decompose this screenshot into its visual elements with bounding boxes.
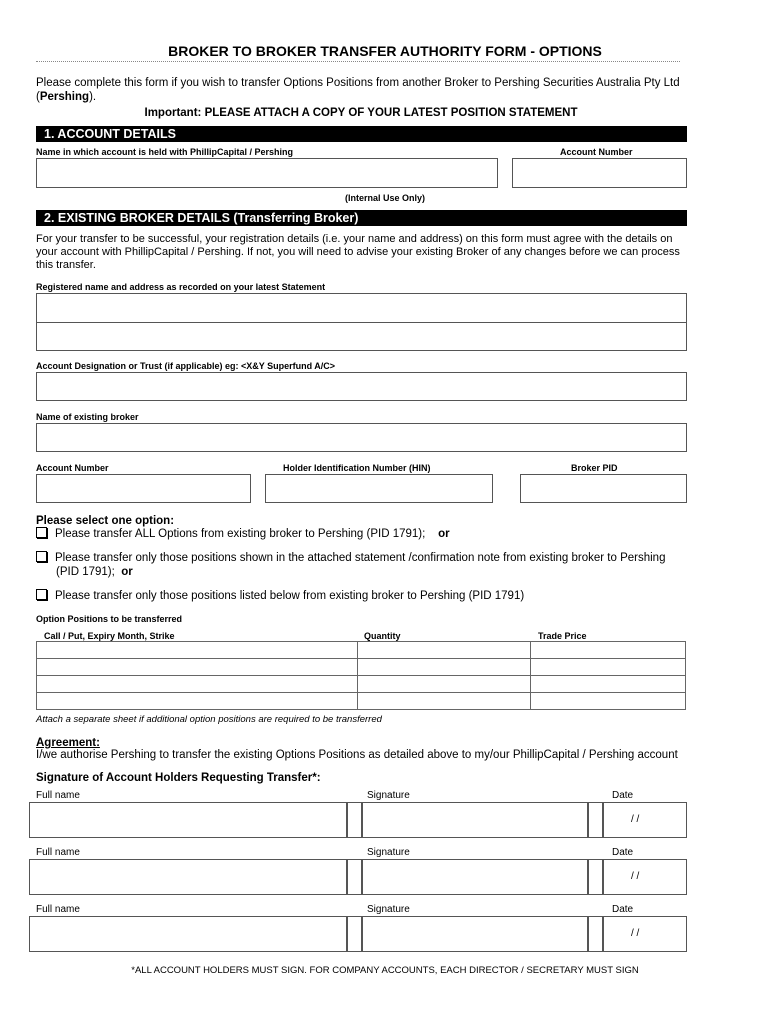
- signature-spacer: [347, 916, 362, 952]
- price-cell[interactable]: [531, 642, 686, 659]
- full-name-field[interactable]: [29, 802, 347, 838]
- full-name-field[interactable]: [29, 859, 347, 895]
- positions-col-strike: Call / Put, Expiry Month, Strike: [44, 631, 175, 641]
- quantity-cell[interactable]: [357, 659, 531, 676]
- existing-broker-field[interactable]: [36, 423, 687, 452]
- table-row: [37, 642, 686, 659]
- option-2: [36, 551, 686, 579]
- date-spacer: [588, 859, 603, 895]
- form-title: BROKER TO BROKER TRANSFER AUTHORITY FORM - OPTIONS: [168, 43, 602, 59]
- strike-cell[interactable]: [37, 659, 358, 676]
- section-2-heading: 2. EXISTING BROKER DETAILS (Transferring Broker): [36, 210, 687, 226]
- date-label: Date: [612, 904, 634, 915]
- date-spacer: [588, 916, 603, 952]
- date-slashes: / /: [631, 928, 640, 939]
- table-row: [37, 676, 686, 693]
- option-3-checkbox[interactable]: [36, 589, 47, 600]
- option-1-checkbox[interactable]: [36, 527, 47, 538]
- quantity-cell[interactable]: [357, 642, 531, 659]
- date-field[interactable]: [603, 802, 687, 838]
- designation-field[interactable]: [36, 372, 687, 401]
- registered-name-label: Registered name and address as recorded on your latest Statement: [36, 282, 326, 292]
- date-slashes: / /: [631, 814, 640, 825]
- option-1-or: or: [438, 528, 450, 540]
- option-1: [36, 527, 686, 542]
- table-row: [37, 693, 686, 710]
- date-label: Date: [612, 790, 634, 801]
- agreement-text: I/we authorise Pershing to transfer the existing Options Positions as detailed above to my/our PhillipCapital / Pershing account: [36, 749, 678, 761]
- full-name-label: Full name: [36, 847, 80, 858]
- internal-use-note: (Internal Use Only): [344, 193, 425, 203]
- full-name-label: Full name: [36, 904, 80, 915]
- positions-note: Attach a separate sheet if additional option positions are required to be transferred: [36, 714, 382, 725]
- footer-note: *ALL ACCOUNT HOLDERS MUST SIGN. FOR COMPANY ACCOUNTS, EACH DIRECTOR / SECRETARY MUST SIGN: [131, 965, 639, 976]
- signature-spacer: [347, 802, 362, 838]
- designation-label: Account Designation or Trust (if applicable) eg: <X&Y Superfund A/C>: [36, 361, 336, 371]
- signature-field[interactable]: [362, 916, 588, 952]
- intro-text-start: Please complete this form if you wish to transfer Options Positions from another Broker to Pershing Securities Australia Pty Ltd (: [36, 77, 680, 103]
- hin-field[interactable]: [265, 474, 493, 503]
- broker-pid-label: Broker PID: [571, 463, 618, 473]
- broker-pid-field[interactable]: [520, 474, 687, 503]
- option-3-text: Please transfer only those positions listed below from existing broker to Pershing (PID 1791): [55, 590, 525, 602]
- account-name-field[interactable]: [36, 158, 498, 188]
- date-label: Date: [612, 847, 634, 858]
- broker-account-number-label: Account Number: [36, 463, 109, 473]
- signature-field[interactable]: [362, 859, 588, 895]
- positions-col-price: Trade Price: [538, 631, 587, 641]
- intro-text-bold: Pershing: [39, 90, 90, 103]
- strike-cell[interactable]: [37, 642, 358, 659]
- option-3: [36, 589, 686, 604]
- date-field[interactable]: [603, 859, 687, 895]
- strike-cell[interactable]: [37, 693, 358, 710]
- option-2-checkbox[interactable]: [36, 551, 47, 562]
- option-2-or: or: [121, 565, 133, 578]
- positions-col-quantity: Quantity: [364, 631, 401, 641]
- quantity-cell[interactable]: [357, 693, 531, 710]
- price-cell[interactable]: [531, 693, 686, 710]
- signatures-heading: Signature of Account Holders Requesting Transfer*:: [36, 772, 321, 784]
- date-spacer: [588, 802, 603, 838]
- broker-account-number-field[interactable]: [36, 474, 251, 503]
- signature-label: Signature: [367, 790, 410, 801]
- agreement-heading: Agreement:: [36, 737, 100, 749]
- full-name-field[interactable]: [29, 916, 347, 952]
- title-divider: [36, 61, 680, 62]
- option-2-text: Please transfer only those positions shown in the attached statement /confirmation note from existing broker to Pershing (PID 1791);: [55, 552, 666, 578]
- option-1-text: Please transfer ALL Options from existing broker to Pershing (PID 1791);: [55, 528, 426, 540]
- signature-field[interactable]: [362, 802, 588, 838]
- intro-text: [36, 77, 686, 104]
- registered-name-divider: [37, 322, 686, 323]
- strike-cell[interactable]: [37, 676, 358, 693]
- options-heading: Please select one option:: [36, 515, 175, 527]
- signature-label: Signature: [367, 847, 410, 858]
- section-2-paragraph: For your transfer to be successful, your registration details (i.e. your name and address) on this form must agree with the details on your account with PhillipCapital / Pershing. If not, you will need to advise your existing Broker of any changes before we can process this transfer.: [36, 233, 680, 271]
- price-cell[interactable]: [531, 659, 686, 676]
- registered-name-field[interactable]: [36, 293, 687, 351]
- account-name-label: Name in which account is held with PhillipCapital / Pershing: [36, 147, 294, 157]
- account-number-label: Account Number: [560, 147, 633, 157]
- table-row: [37, 659, 686, 676]
- date-slashes: / /: [631, 871, 640, 882]
- existing-broker-label: Name of existing broker: [36, 412, 139, 422]
- hin-label: Holder Identification Number (HIN): [283, 463, 431, 473]
- full-name-label: Full name: [36, 790, 80, 801]
- price-cell[interactable]: [531, 676, 686, 693]
- signature-spacer: [347, 859, 362, 895]
- intro-text-end: ).: [89, 90, 97, 103]
- section-1-heading: 1. ACCOUNT DETAILS: [36, 126, 687, 142]
- date-field[interactable]: [603, 916, 687, 952]
- positions-heading: Option Positions to be transferred: [36, 614, 183, 624]
- important-notice: Important: PLEASE ATTACH A COPY OF YOUR LATEST POSITION STATEMENT: [144, 107, 578, 119]
- positions-table: [36, 641, 686, 710]
- account-number-field[interactable]: [512, 158, 687, 188]
- signature-label: Signature: [367, 904, 410, 915]
- quantity-cell[interactable]: [357, 676, 531, 693]
